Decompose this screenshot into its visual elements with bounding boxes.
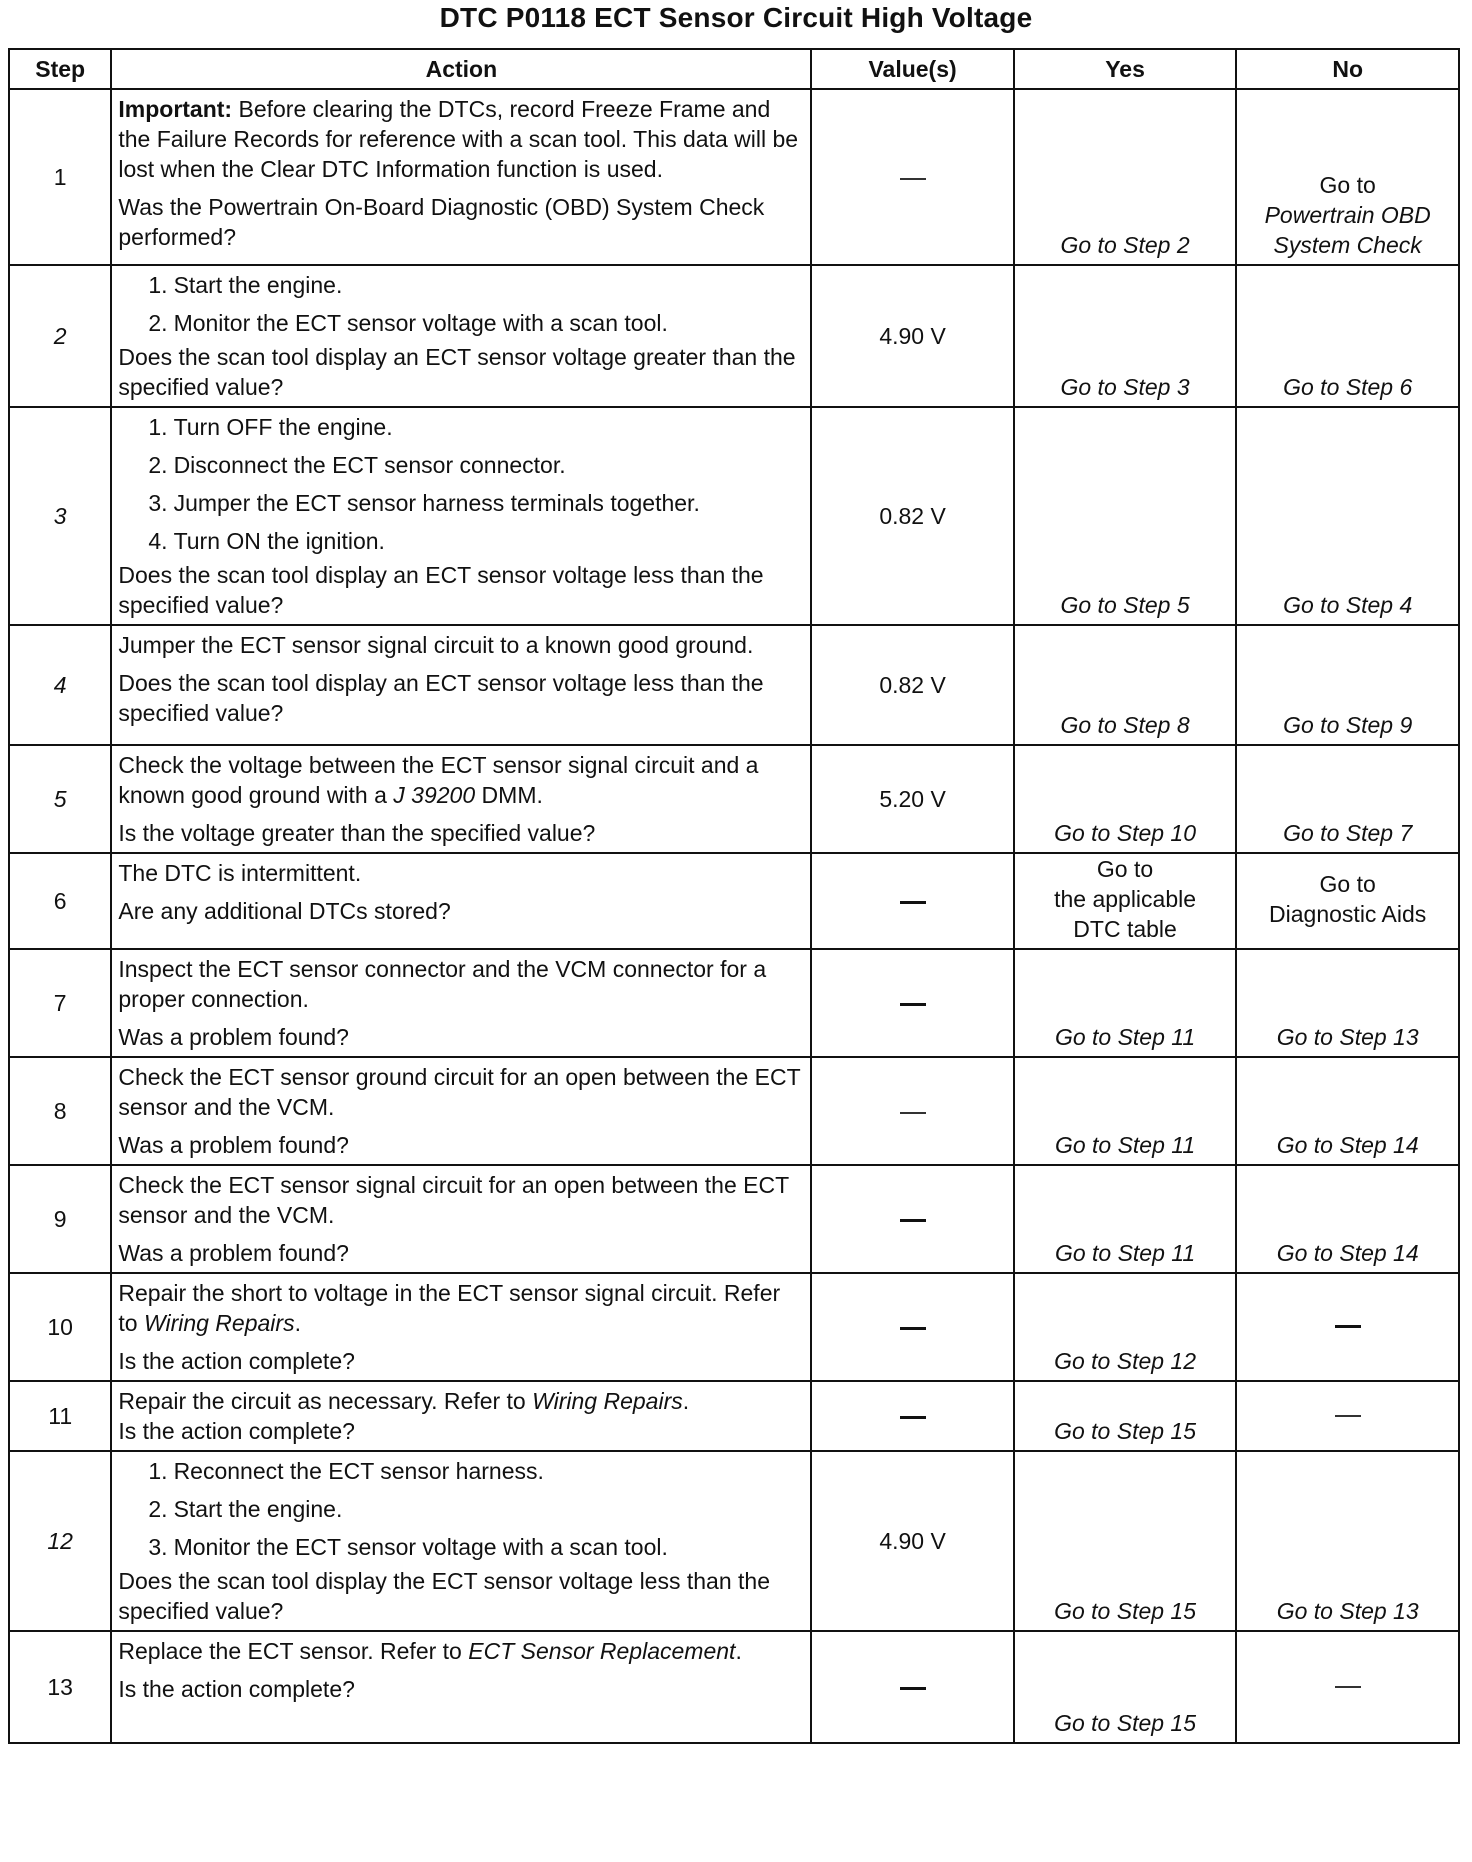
yes-cell: Go to Step 11 xyxy=(1014,949,1237,1057)
value-cell: 0.82 V xyxy=(811,625,1013,745)
dash-mark xyxy=(900,1687,926,1690)
reference-link[interactable]: ECT Sensor Replacement xyxy=(468,1638,736,1664)
header-yes: Yes xyxy=(1014,49,1237,89)
action-question: Is the action complete? xyxy=(118,1348,355,1374)
list-item: Turn ON the ignition. xyxy=(173,528,385,554)
no-line: Go to xyxy=(1319,871,1376,897)
list-number: 1. xyxy=(148,272,168,298)
step-number: 2 xyxy=(9,265,111,407)
table-header-row xyxy=(9,49,1459,89)
no-cell: Go to Step 14 xyxy=(1236,1057,1459,1165)
action-cell xyxy=(111,625,811,745)
action-question: Is the action complete? xyxy=(118,1676,355,1702)
action-cell xyxy=(111,1381,811,1451)
list-item: Monitor the ECT sensor voltage with a scan tool. xyxy=(173,310,668,336)
list-number: 2. xyxy=(148,452,168,478)
step-number: 8 xyxy=(9,1057,111,1165)
table-row xyxy=(9,265,1459,407)
yes-cell: Go to Step 11 xyxy=(1014,1165,1237,1273)
table-row xyxy=(9,625,1459,745)
action-instruction: Check the ECT sensor signal circuit for an open between the ECT sensor and the VCM. xyxy=(118,1172,789,1228)
header-values: Value(s) xyxy=(811,49,1013,89)
step-number: 4 xyxy=(9,625,111,745)
no-cell: Go to Step 4 xyxy=(1236,407,1459,625)
list-number: 2. xyxy=(148,1496,168,1522)
action-question: Are any additional DTCs stored? xyxy=(118,898,451,924)
table-row xyxy=(9,853,1459,949)
dash-mark xyxy=(900,178,926,180)
value-cell: 4.90 V xyxy=(811,1451,1013,1631)
table-row xyxy=(9,949,1459,1057)
yes-cell xyxy=(1014,853,1237,949)
table-row xyxy=(9,1451,1459,1631)
action-instruction-end: DMM. xyxy=(475,782,543,808)
yes-cell: Go to Step 12 xyxy=(1014,1273,1237,1381)
dash-mark xyxy=(1335,1415,1361,1417)
dash-mark xyxy=(900,1327,926,1330)
action-instruction-end: . xyxy=(294,1310,301,1336)
reference-link[interactable]: Wiring Repairs xyxy=(143,1310,295,1336)
value-cell: 5.20 V xyxy=(811,745,1013,853)
action-question: Was a problem found? xyxy=(118,1240,349,1266)
no-cell: Go to Step 13 xyxy=(1236,1451,1459,1631)
list-number: 2. xyxy=(148,310,168,336)
step-number: 7 xyxy=(9,949,111,1057)
action-question: Is the action complete? xyxy=(118,1418,355,1444)
yes-cell: Go to Step 2 xyxy=(1014,89,1237,265)
table-row xyxy=(9,1165,1459,1273)
yes-line: Go to xyxy=(1096,856,1154,882)
yes-line: DTC table xyxy=(1073,916,1177,942)
important-text: Before clearing the DTCs, record Freeze Frame and the Failure Records for reference with a scan tool. This data will be lost when the Clear DTC Information function is used. xyxy=(118,96,799,182)
yes-cell: Go to Step 10 xyxy=(1014,745,1237,853)
action-cell xyxy=(111,89,811,265)
list-item: Disconnect the ECT sensor connector. xyxy=(173,452,566,478)
action-instruction: The DTC is intermittent. xyxy=(118,860,362,886)
list-item: Jumper the ECT sensor harness terminals together. xyxy=(173,490,700,516)
table-row xyxy=(9,1631,1459,1743)
no-link: Powertrain OBD System Check xyxy=(1264,202,1431,258)
list-item: Reconnect the ECT sensor harness. xyxy=(173,1458,544,1484)
no-line: Diagnostic Aids xyxy=(1269,901,1427,927)
header-action: Action xyxy=(111,49,811,89)
action-instruction: Check the ECT sensor ground circuit for an open between the ECT sensor and the VCM. xyxy=(118,1064,801,1120)
yes-line: the applicable xyxy=(1054,886,1197,912)
value-cell xyxy=(811,949,1013,1057)
value-cell xyxy=(811,89,1013,265)
no-cell: Go to Step 14 xyxy=(1236,1165,1459,1273)
action-question: Does the scan tool display an ECT sensor voltage greater than the specified value? xyxy=(118,344,796,400)
list-item: Turn OFF the engine. xyxy=(173,414,393,440)
no-cell: Go to Step 6 xyxy=(1236,265,1459,407)
diagnostic-table xyxy=(8,48,1460,1744)
yes-cell: Go to Step 15 xyxy=(1014,1631,1237,1743)
step-number: 9 xyxy=(9,1165,111,1273)
list-item: Start the engine. xyxy=(173,1496,343,1522)
value-cell xyxy=(811,853,1013,949)
action-instruction-end: . xyxy=(735,1638,742,1664)
action-instruction: Inspect the ECT sensor connector and the VCM connector for a proper connection. xyxy=(118,956,767,1012)
action-cell xyxy=(111,265,811,407)
table-row xyxy=(9,1273,1459,1381)
yes-cell: Go to Step 5 xyxy=(1014,407,1237,625)
no-cell xyxy=(1236,1631,1459,1743)
action-instruction: Repair the circuit as necessary. Refer to xyxy=(118,1388,533,1414)
value-cell: 0.82 V xyxy=(811,407,1013,625)
list-number: 1. xyxy=(148,414,168,440)
action-cell xyxy=(111,1057,811,1165)
reference-link[interactable]: Wiring Repairs xyxy=(532,1388,683,1414)
step-number: 5 xyxy=(9,745,111,853)
value-cell xyxy=(811,1057,1013,1165)
yes-cell: Go to Step 15 xyxy=(1014,1451,1237,1631)
action-instruction: Jumper the ECT sensor signal circuit to a known good ground. xyxy=(118,632,754,658)
list-number: 4. xyxy=(148,528,168,554)
table-row xyxy=(9,89,1459,265)
action-cell xyxy=(111,1631,811,1743)
no-cell: Go to Step 9 xyxy=(1236,625,1459,745)
value-cell: 4.90 V xyxy=(811,265,1013,407)
action-question: Does the scan tool display an ECT sensor voltage less than the specified value? xyxy=(118,670,764,726)
header-no: No xyxy=(1236,49,1459,89)
action-question: Does the scan tool display the ECT sensor voltage less than the specified value? xyxy=(118,1568,770,1624)
no-cell: Go to Step 7 xyxy=(1236,745,1459,853)
no-cell xyxy=(1236,1381,1459,1451)
no-cell xyxy=(1236,1273,1459,1381)
action-cell xyxy=(111,407,811,625)
list-item: Monitor the ECT sensor voltage with a scan tool. xyxy=(173,1534,668,1560)
header-step: Step xyxy=(9,49,111,89)
page-title: DTC P0118 ECT Sensor Circuit High Voltage xyxy=(439,2,1033,33)
step-number: 1 xyxy=(9,89,111,265)
action-instruction: Check the voltage between the ECT sensor signal circuit and a known good ground with a xyxy=(118,752,759,808)
action-cell xyxy=(111,949,811,1057)
no-cell: Go to Step 13 xyxy=(1236,949,1459,1057)
yes-cell: Go to Step 3 xyxy=(1014,265,1237,407)
step-number: 10 xyxy=(9,1273,111,1381)
action-cell xyxy=(111,853,811,949)
no-prefix: Go to xyxy=(1319,172,1376,198)
dash-mark xyxy=(1335,1325,1361,1328)
no-cell xyxy=(1236,853,1459,949)
no-cell xyxy=(1236,89,1459,265)
dash-mark xyxy=(900,1416,926,1419)
action-question: Was the Powertrain On-Board Diagnostic (OBD) System Check performed? xyxy=(118,194,765,250)
table-row xyxy=(9,745,1459,853)
value-cell xyxy=(811,1273,1013,1381)
dash-mark xyxy=(900,1219,926,1222)
yes-cell: Go to Step 15 xyxy=(1014,1381,1237,1451)
value-cell xyxy=(811,1381,1013,1451)
dash-mark xyxy=(900,901,926,904)
list-item: Start the engine. xyxy=(173,272,343,298)
step-number: 13 xyxy=(9,1631,111,1743)
action-cell xyxy=(111,1273,811,1381)
yes-cell: Go to Step 11 xyxy=(1014,1057,1237,1165)
action-question: Does the scan tool display an ECT sensor voltage less than the specified value? xyxy=(118,562,764,618)
action-cell xyxy=(111,1451,811,1631)
action-instruction: Repair the short to voltage in the ECT sensor signal circuit. Refer to xyxy=(118,1280,781,1336)
tool-reference: J 39200 xyxy=(393,782,476,808)
action-question: Is the voltage greater than the specified value? xyxy=(118,820,596,846)
list-number: 3. xyxy=(148,1534,168,1560)
step-number: 12 xyxy=(9,1451,111,1631)
action-instruction: Replace the ECT sensor. Refer to xyxy=(118,1638,469,1664)
step-number: 6 xyxy=(9,853,111,949)
action-cell xyxy=(111,1165,811,1273)
dash-mark xyxy=(1335,1686,1361,1688)
step-number: 3 xyxy=(9,407,111,625)
value-cell xyxy=(811,1165,1013,1273)
dash-mark xyxy=(900,1112,926,1114)
action-question: Was a problem found? xyxy=(118,1024,349,1050)
table-row xyxy=(9,407,1459,625)
table-row xyxy=(9,1057,1459,1165)
yes-cell: Go to Step 8 xyxy=(1014,625,1237,745)
action-cell xyxy=(111,745,811,853)
action-instruction-end: . xyxy=(682,1388,690,1414)
value-cell xyxy=(811,1631,1013,1743)
list-number: 3. xyxy=(148,490,168,516)
table-row xyxy=(9,1381,1459,1451)
list-number: 1. xyxy=(148,1458,168,1484)
action-question: Was a problem found? xyxy=(118,1132,349,1158)
dash-mark xyxy=(900,1003,926,1006)
important-label: Important: xyxy=(118,96,233,122)
step-number: 11 xyxy=(9,1381,111,1451)
